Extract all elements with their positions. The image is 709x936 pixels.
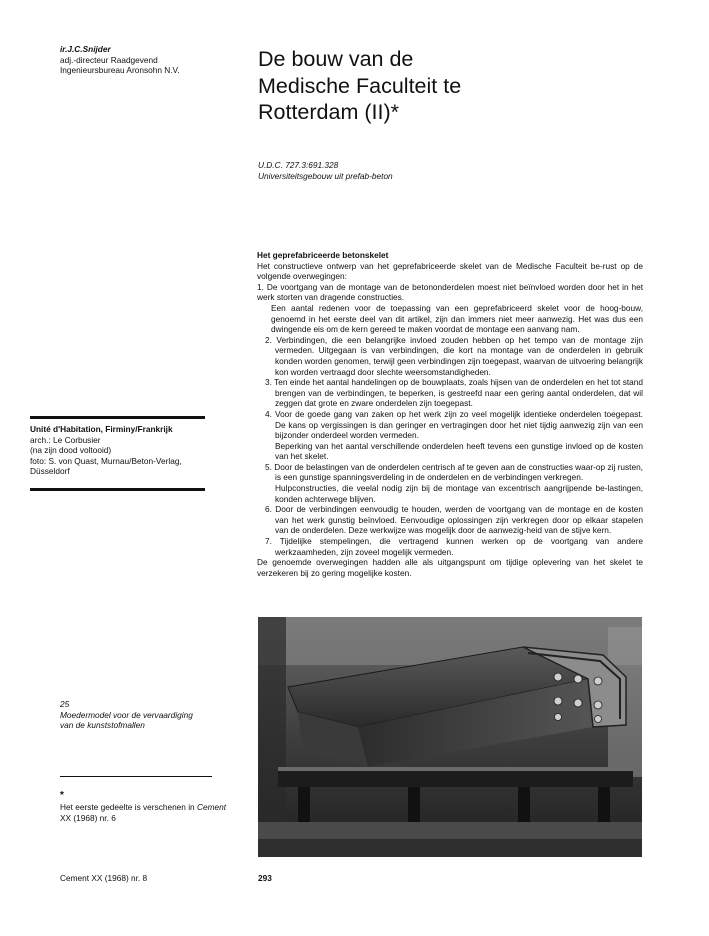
figure-caption-line: van de kunststofmallen: [60, 720, 145, 731]
udc-code: U.D.C. 727.3:691.328: [258, 160, 339, 170]
title-line-1: De bouw van de: [258, 47, 414, 71]
list-item-sub: Een aantal redenen voor de toepassing van een geprefabriceerd skelet voor de hoog-bouw, genoemd in het eerste deel van dit artikel, zijn dan immers niet meer aanwezig. Het was dus een dwingende eis om de kern gereed te maken voordat de montage een aanvang nam.: [271, 302, 643, 335]
figure-number: 25: [60, 699, 70, 709]
title-line-2: Medische Faculteit te: [258, 73, 462, 98]
footnote: [60, 790, 240, 823]
author-company: Ingenieursbureau Aronsohn N.V.: [60, 65, 180, 76]
sidebar-rule-top: [30, 416, 205, 419]
list-item: 4. Voor de goede gang van zaken op het werk zijn zo veel mogelijk identieke onderdelen toegepast. De kans op vergissingen is dan geringer en vertragingen door het niet tijdig aanwezig zijn van een bijzonder onderdeel worden vermeden.: [265, 408, 643, 441]
author-block: [60, 44, 240, 76]
sidebar-caption-line: arch.: Le Corbusier: [30, 434, 101, 445]
list-item: 2. Verbindingen, die een belangrijke invloed zouden hebben op het tempo van de montage zijn vermeden. Uitgegaan is van verbindingen, die kort na montage van de onderdelen in gebruik konden worden genomen, terwijl geen verbindingen zijn toegepast, waarvan de uitvoering belangrijk kon worden vertraagd door slechte weersomstandigheden.: [265, 334, 643, 377]
list-item: 5. Door de belastingen van de onderdelen centrisch af te geven aan de constructies waar-op zij rusten, is een gunstige spanningsverdeling in de onderdelen en de verbindingen verkregen.: [265, 461, 643, 483]
footnote-marker: *: [60, 790, 64, 801]
body-paragraph: Het constructieve ontwerp van het geprefabriceerde skelet van de Medische Faculteit be-rust op de volgende overwegingen:: [257, 260, 643, 282]
title-line-3: Rotterdam (II)*: [258, 100, 399, 124]
article-title: [258, 46, 678, 126]
sidebar-caption: [30, 424, 240, 477]
list-item: 7. Tijdelijke stempelingen, die vertragend kunnen werken op de voortgang van andere werkzaamheden, zijn zoveel mogelijk vermeden.: [265, 536, 643, 557]
figure-caption-line: Moedermodel voor de vervaardiging: [60, 709, 193, 720]
author-name: ir.J.C.Snijder: [60, 44, 111, 54]
body-paragraph: De genoemde overwegingen hadden alle als uitgangspunt om tijdige oplevering van het skelet te verzekeren bij zo gering mogelijke kosten.: [257, 557, 643, 578]
footnote-text: Het eerste gedeelte is verschenen in: [60, 802, 195, 812]
footer-journal: Cement XX (1968) nr. 8: [60, 873, 148, 883]
list-item: 3. Ten einde het aantal handelingen op de bouwplaats, zoals hijsen van de onderdelen en het tot stand brengen van de verbindingen, te beperken, is gestreefd naar een gering aantal onderdelen, dat wil zeggen dat grote en zware onderdelen zijn toegepast.: [265, 377, 643, 409]
sidebar-caption-heading: Unité d'Habitation, Firminy/Frankrijk: [30, 424, 173, 434]
udc-subject: Universiteitsgebouw uit prefab-beton: [258, 170, 393, 181]
sidebar-rule-bottom: [30, 488, 205, 491]
list-item: 6. Door de verbindingen eenvoudig te houden, werden de voortgang van de montage en de kosten van het werk gunstig beïnvloed. Eenvoudige oplossingen zijn verkregen door op elkaar stapelen van de onderdelen. Deze werkwijze was mogelijk door de aanwezig-heid van de stijve kern.: [265, 504, 643, 536]
list-item: 1. De voortgang van de montage van de betononderdelen moest niet beïnvloed worden door het in het werk storten van dragende constructies.: [257, 281, 643, 303]
section-heading: Het geprefabriceerde betonskelet: [257, 250, 389, 260]
sidebar-caption-line: (na zijn dood voltooid): [30, 445, 112, 456]
author-role: adj.-directeur Raadgevend: [60, 54, 158, 65]
list-item-sub: Beperking van het aantal verschillende onderdelen heeft tevens een gunstige invloed op de kosten van het skelet.: [275, 440, 643, 462]
figure-caption: [60, 699, 240, 731]
list-item-sub: Hulpconstructies, die veelal nodig zijn bij de montage van excentrisch aangrijpende be-lastingen, konden achterwege blijven.: [275, 483, 643, 504]
article-body: [257, 250, 643, 578]
footnote-rule: [60, 776, 212, 777]
sidebar-caption-line: foto: S. von Quast, Murnau/Beton-Verlag,: [30, 455, 182, 466]
figure-25-photo: [258, 617, 642, 857]
footnote-journal: Cement: [197, 802, 227, 812]
footnote-issue: XX (1968) nr. 6: [60, 812, 116, 823]
footnote-text-line: [60, 802, 240, 813]
sidebar-caption-line: Düsseldorf: [30, 466, 70, 477]
page-number: 293: [258, 873, 272, 883]
udc-block: [258, 160, 658, 181]
